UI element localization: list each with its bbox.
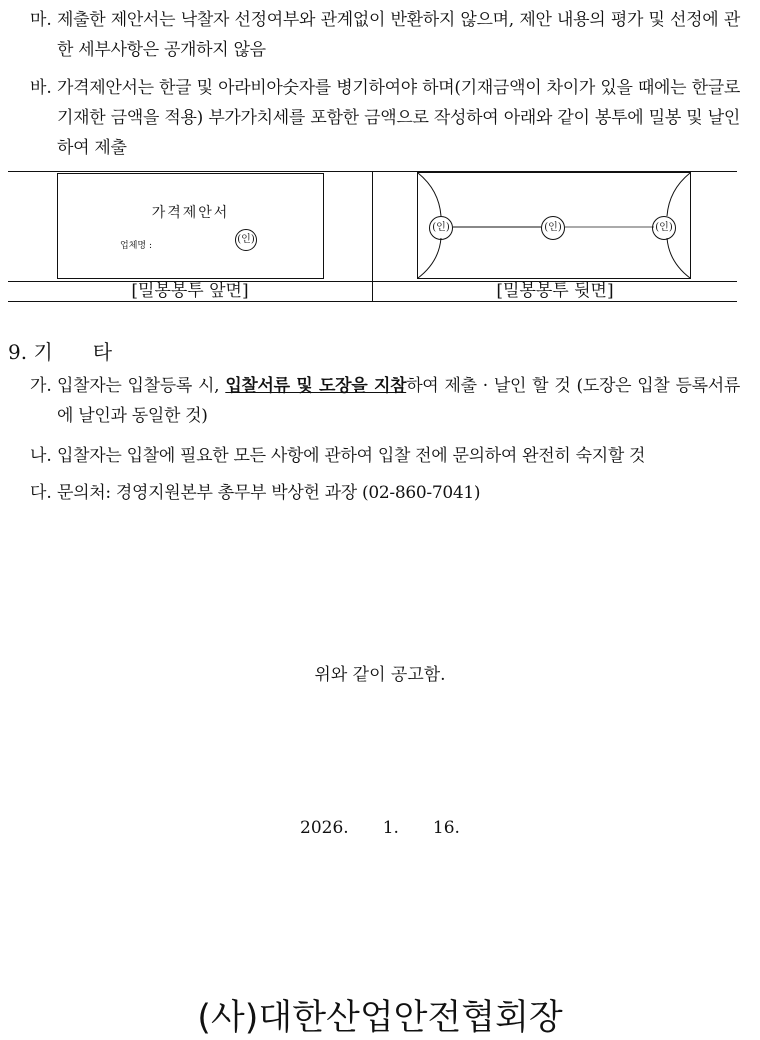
item-text: 가격제안서는 한글 및 아라비아숫자를 병기하여야 하며(기재금액이 차이가 있을 때에는 한글로 기재한 금액을 적용) 부가가치세를 포함한 금액으로 작성하여 아래와 같이 봉투에 밀봉 및 날인하여 제출: [57, 78, 740, 158]
section-number: 9. 기: [8, 340, 53, 364]
seal-icon: (인): [429, 216, 453, 240]
seal-icon: (인): [235, 229, 257, 251]
caption-front: [밀봉봉투 앞면]: [131, 281, 249, 301]
text-pre: 입찰자는 입찰등록 시,: [57, 376, 226, 396]
item-marker: 다.: [30, 483, 52, 503]
date-month: 1.: [382, 818, 399, 838]
caption-back: [밀봉봉투 뒷면]: [496, 281, 614, 301]
envelope-company-label: 업체명 :: [120, 241, 152, 251]
item-da: [30, 478, 740, 508]
table-bottom-rule: [8, 301, 737, 302]
item-ga: [30, 371, 740, 431]
text-post: 하여 제출 · 날인 할 것 (도장은 입찰 등록서류에 날인과 동일한 것): [57, 376, 740, 426]
envelope-back: [417, 172, 692, 285]
seal-icon: (인): [541, 216, 565, 240]
item-text: 입찰자는 입찰에 필요한 모든 사항에 관하여 입찰 전에 문의하여 완전히 숙지할 것: [57, 446, 646, 466]
envelope-front-title: 가격제안서: [151, 205, 230, 221]
item-marker: 마.: [30, 10, 52, 30]
seal-icon: (인): [652, 216, 676, 240]
item-na: [30, 441, 740, 471]
closing-text: 위와 같이 공고함.: [314, 665, 446, 685]
item-marker: 바.: [30, 78, 52, 98]
date-year: 2026.: [300, 818, 349, 838]
date-day: 16.: [432, 818, 460, 838]
item-ba: [30, 73, 740, 163]
item-ma: [30, 5, 740, 65]
item-text: 제출한 제안서는 낙찰자 선정여부와 관계없이 반환하지 않으며, 제안 내용의 평가 및 선정에 관한 세부사항은 공개하지 않음: [57, 10, 740, 60]
section-title: 타: [92, 340, 113, 364]
section-heading: [8, 336, 152, 365]
envelope-front: [57, 173, 324, 279]
item-marker: 가.: [30, 376, 52, 396]
item-text: [30, 371, 740, 431]
item-text: 문의처: 경영지원본부 총무부 박상헌 과장 (02-860-7041): [57, 483, 481, 503]
emphasized-text: 입찰서류 및 도장을 지참: [225, 376, 407, 396]
item-marker: 나.: [30, 446, 52, 466]
issuer-signature: (사)대한산업안전협회장: [197, 998, 563, 1038]
announcement-date: [0, 818, 760, 838]
